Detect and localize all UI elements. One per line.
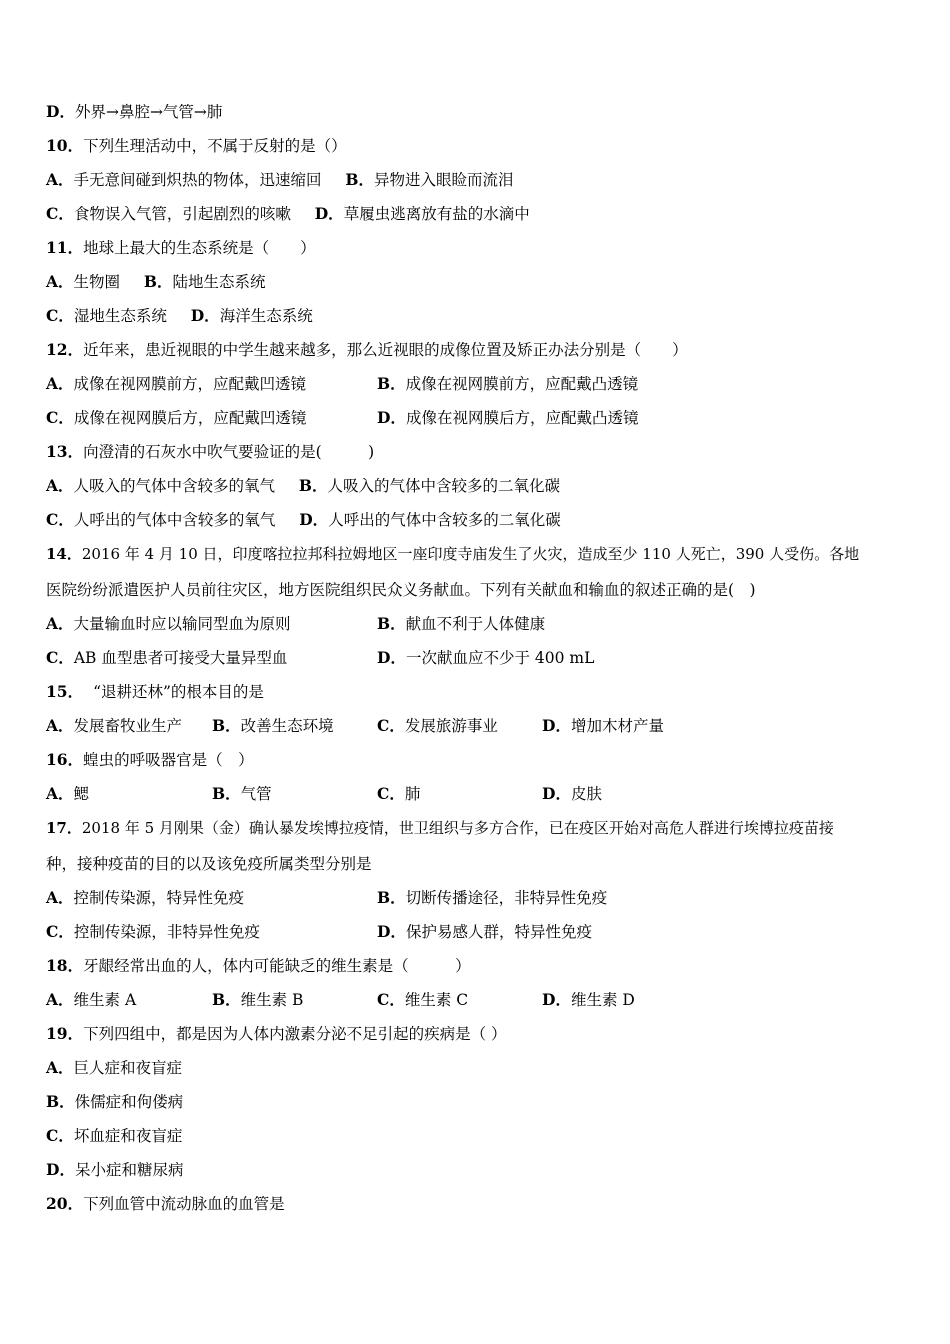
question-18: 18．牙龈经常出血的人，体内可能缺乏的维生素是（ ） — [46, 956, 471, 975]
option-line: A．手无意间碰到炽热的物体，迅速缩回 B．异物进入眼睑而流泪 — [46, 170, 514, 189]
question-13: 13．向澄清的石灰水中吹气要验证的是( ) — [46, 442, 375, 461]
option-c: C．成像在视网膜后方，应配戴凹透镜 — [46, 408, 307, 427]
question-16: 16．蝗虫的呼吸器官是（ ） — [46, 750, 254, 769]
option-c: C．控制传染源，非特异性免疫 — [46, 922, 260, 941]
option-d: D．皮肤 — [542, 784, 602, 803]
question-15: 15． “退耕还林”的根本目的是 — [46, 682, 264, 701]
option-b: B．成像在视网膜前方，应配戴凸透镜 — [377, 374, 639, 393]
question-17-continued: 种，接种疫苗的目的以及该免疫所属类型分别是 — [46, 855, 372, 873]
question-11: 11．地球上最大的生态系统是（ ） — [46, 238, 316, 257]
option-line: D．外界→鼻腔→气管→肺 — [46, 102, 223, 121]
question-10: 10．下列生理活动中，不属于反射的是（） — [46, 136, 347, 155]
option-d: D．一次献血应不少于 400 mL — [377, 648, 595, 667]
question-19: 19．下列四组中，都是因为人体内激素分泌不足引起的疾病是（ ） — [46, 1024, 507, 1043]
option-line: A．巨人症和夜盲症 — [46, 1058, 183, 1077]
option-c: C．维生素 C — [377, 990, 469, 1009]
option-b: B．气管 — [212, 784, 272, 803]
option-d: D．维生素 D — [542, 990, 635, 1009]
option-line: C．坏血症和夜盲症 — [46, 1126, 183, 1145]
option-line: A．人吸入的气体中含较多的氧气 B．人吸入的气体中含较多的二氧化碳 — [46, 476, 561, 495]
option-b: B．献血不利于人体健康 — [377, 614, 546, 633]
option-line: B．侏儒症和佝偻病 — [46, 1092, 184, 1111]
option-d: D．增加木材产量 — [542, 716, 664, 735]
question-17: 17．2018 年 5 月刚果（金）确认暴发埃博拉疫情，世卫组织与多方合作，已在疫区开始对高危人群进行埃博拉疫苗接 — [46, 819, 834, 837]
option-a: A．成像在视网膜前方，应配戴凹透镜 — [46, 374, 307, 393]
option-a: A．控制传染源，特异性免疫 — [46, 888, 245, 907]
option-a: A．大量输血时应以输同型血为原则 — [46, 614, 291, 633]
option-b: B．维生素 B — [212, 990, 304, 1009]
option-line: A．生物圈 B．陆地生态系统 — [46, 272, 266, 291]
question-20: 20．下列血管中流动脉血的血管是 — [46, 1194, 285, 1213]
option-a: A．鳃 — [46, 784, 90, 803]
option-c: C．AB 血型患者可接受大量异型血 — [46, 648, 288, 667]
option-d: D．成像在视网膜后方，应配戴凸透镜 — [377, 408, 639, 427]
option-b: B．改善生态环境 — [212, 716, 334, 735]
question-14: 14．2016 年 4 月 10 日，印度喀拉拉邦科拉姆地区一座印度寺庙发生了火灾，造成至少 110 人死亡，390 人受伤。各地 — [46, 545, 860, 563]
option-line: D．呆小症和糖尿病 — [46, 1160, 184, 1179]
option-line: C．人呼出的气体中含较多的氧气 D．人呼出的气体中含较多的二氧化碳 — [46, 510, 561, 529]
option-d: D．保护易感人群，特异性免疫 — [377, 922, 592, 941]
option-c: C．发展旅游事业 — [377, 716, 498, 735]
option-b: B．切断传播途径，非特异性免疫 — [377, 888, 608, 907]
option-line: C．湿地生态系统 D．海洋生态系统 — [46, 306, 313, 325]
question-14-continued: 医院纷纷派遣医护人员前往灾区，地方医院组织民众义务献血。下列有关献血和输血的叙述正确的是( ) — [46, 581, 756, 599]
option-a: A．维生素 A — [46, 990, 137, 1009]
option-a: A．发展畜牧业生产 — [46, 716, 183, 735]
question-12: 12．近年来，患近视眼的中学生越来越多，那么近视眼的成像位置及矫正办法分别是（ ） — [46, 340, 688, 359]
option-line: C．食物误入气管，引起剧烈的咳嗽 D．草履虫逃离放有盐的水滴中 — [46, 204, 530, 223]
option-c: C．肺 — [377, 784, 421, 803]
